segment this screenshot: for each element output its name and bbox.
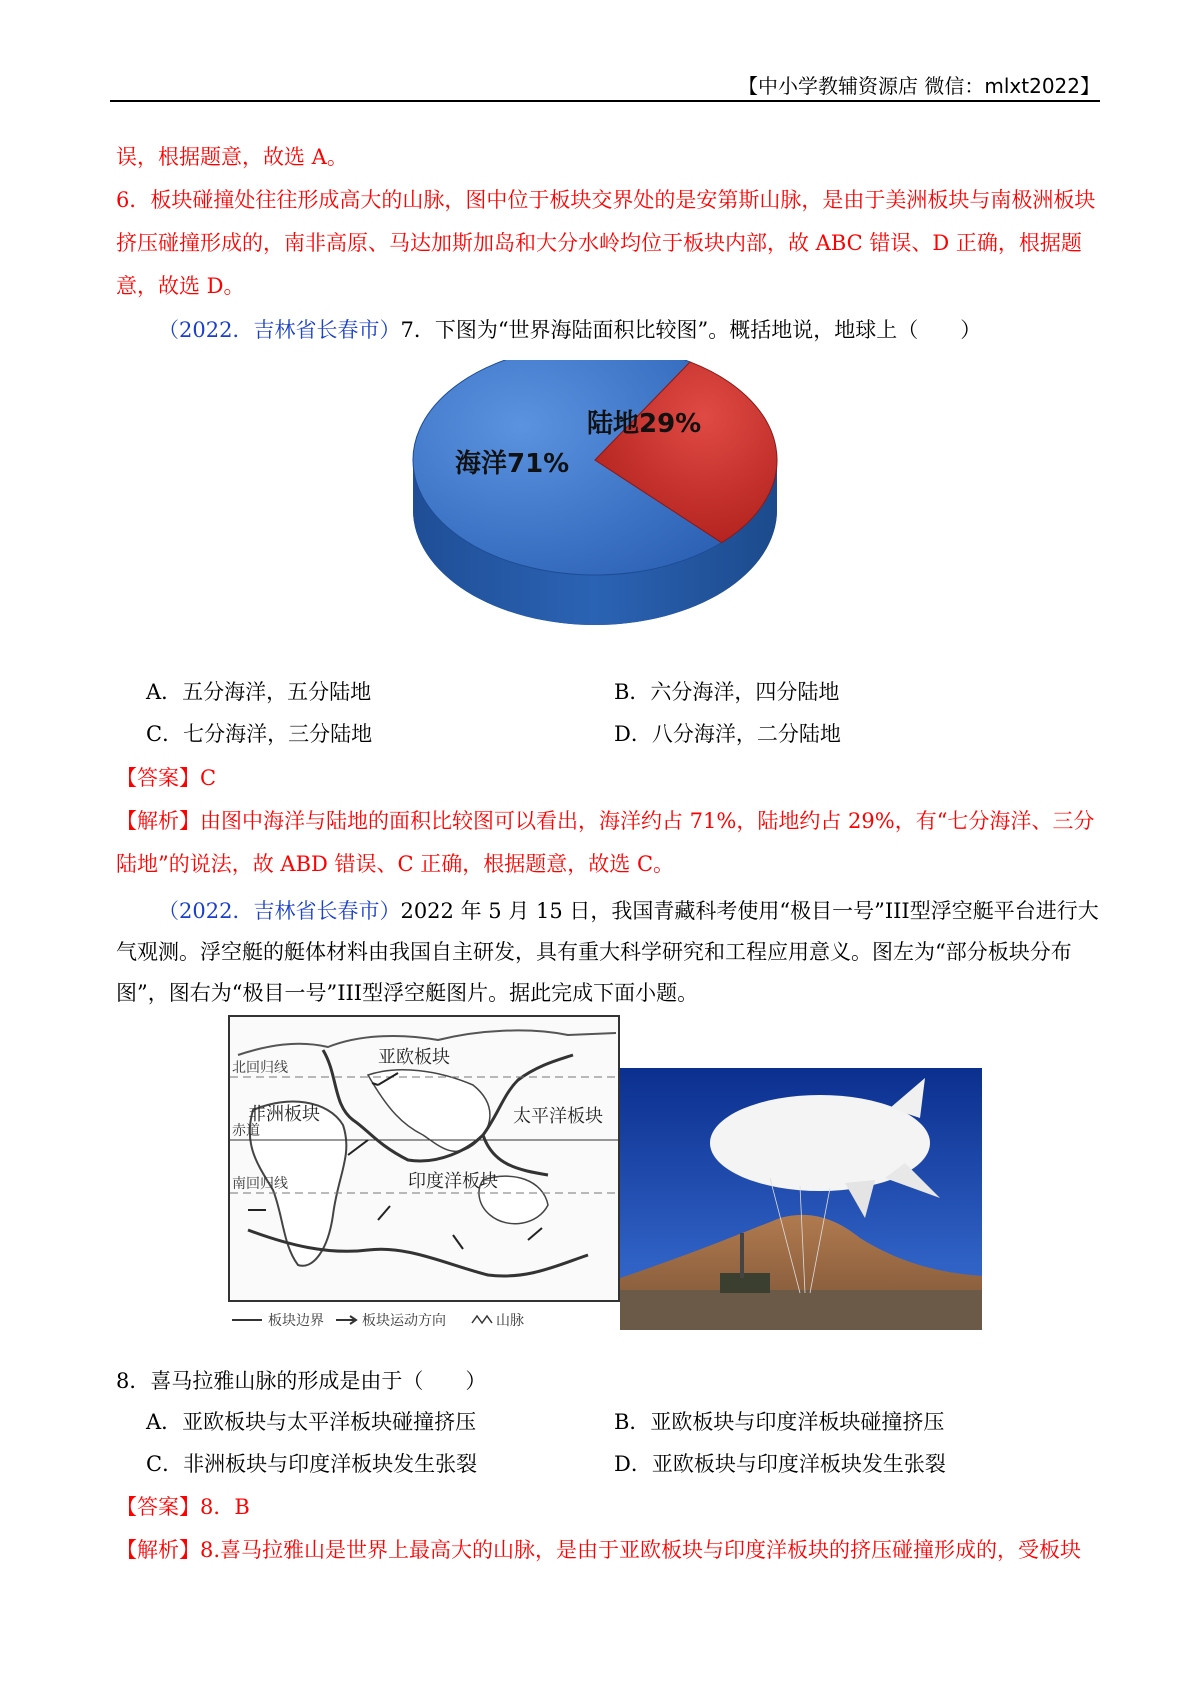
map-label-indian-plate: 印度洋板块 — [408, 1171, 498, 1192]
q7-answer-value: C — [200, 766, 217, 790]
q8-expl-text: 8.喜马拉雅山是世界上最高大的山脉，是由于亚欧板块与印度洋板块的挤压碰撞形成的，受板块 — [200, 1538, 1082, 1562]
q7-answer-tag: 【答案】 — [116, 766, 200, 790]
map-legend-mountain: 山脉 — [496, 1313, 524, 1329]
map-legend-motion: 板块运动方向 — [362, 1313, 446, 1329]
airship-mast — [740, 1233, 744, 1278]
map-label-pacific-plate: 太平洋板块 — [513, 1106, 603, 1127]
map-label-eurasian-plate: 亚欧板块 — [378, 1047, 450, 1068]
map-label-tropic-capricorn: 南回归线 — [232, 1176, 288, 1192]
airship-ground — [620, 1290, 982, 1330]
q7-option-b[interactable]: B．六分海洋，四分陆地 — [614, 680, 840, 704]
q7-expl-text: 由图中海洋与陆地的面积比较图可以看出，海洋约占 71%，陆地约占 29%，有“七分海洋、三分陆地”的说法，故 ABD 错误、C 正确，根据题意，故选 C。 — [116, 809, 1095, 876]
q8-answer — [116, 1486, 1100, 1529]
plate-distribution-map — [228, 1015, 620, 1335]
q8-option-a[interactable]: A．亚欧板块与太平洋板块碰撞挤压 — [146, 1410, 477, 1434]
q7-option-d[interactable]: D．八分海洋，二分陆地 — [614, 722, 841, 746]
q7-stem: 7．下图为“世界海陆面积比较图”。概括地说，地球上（ ） — [400, 318, 982, 342]
map-legend-boundary: 板块边界 — [268, 1313, 324, 1329]
q7-expl-tag: 【解析】 — [116, 809, 200, 833]
q7-option-c[interactable]: C．七分海洋，三分陆地 — [146, 722, 373, 746]
q7-source: （2022．吉林省长春市） — [158, 318, 401, 342]
sea-land-pie-chart — [405, 360, 805, 660]
q8-option-b[interactable]: B．亚欧板块与印度洋板块碰撞挤压 — [614, 1410, 945, 1434]
pie-label-land: 陆地29% — [587, 409, 702, 439]
q8-answer-value: 8．B — [200, 1495, 250, 1519]
q8-option-c[interactable]: C．非洲板块与印度洋板块发生张裂 — [146, 1452, 478, 1476]
q8-stem: 8．喜马拉雅山脉的形成是由于（ ） — [116, 1369, 487, 1393]
q7-question — [116, 309, 1100, 352]
q8-source: （2022．吉林省长春市） — [158, 899, 401, 923]
prev-explanation-end: 误，根据题意，故选 A。 — [116, 145, 348, 169]
q8-option-d[interactable]: D．亚欧板块与印度洋板块发生张裂 — [614, 1452, 946, 1476]
q6-explanation: 6．板块碰撞处往往形成高大的山脉，图中位于板块交界处的是安第斯山脉，是由于美洲板块与南极洲板块挤压碰撞形成的，南非高原、马达加斯加岛和大分水岭均位于板块内部，故 ABC 错误、D 正确，根据题意，故选 D。 — [116, 188, 1096, 298]
q7-option-a[interactable]: A．五分海洋，五分陆地 — [146, 680, 372, 704]
q8-intro-text: 2022 年 5 月 15 日，我国青藏科考使用“极目一号”III型浮空艇平台进行大气观测。浮空艇的艇体材料由我国自主研发，具有重大科学研究和工程应用意义。图左为“部分板块分布图”，图右为“极目一号”III型浮空艇图片。据此完成下面小题。 — [116, 899, 1099, 1005]
header-rule — [110, 100, 1100, 102]
q8-answer-tag: 【答案】 — [116, 1495, 200, 1519]
page-header: 【中小学教辅资源店 微信：mlxt2022】 — [738, 74, 1100, 98]
q7-explanation — [116, 800, 1100, 886]
map-label-tropic-cancer: 北回归线 — [232, 1060, 288, 1076]
pie-label-ocean: 海洋71% — [455, 449, 570, 479]
q8-expl-tag: 【解析】 — [116, 1538, 200, 1562]
q8-intro — [116, 891, 1100, 1014]
airship-photo — [620, 1068, 982, 1330]
map-label-african-plate: 非洲板块 — [248, 1104, 320, 1125]
q7-answer — [116, 757, 1100, 800]
q8-explanation — [116, 1529, 1100, 1572]
airship-ground-station — [720, 1273, 770, 1293]
map-label-equator: 赤道 — [232, 1123, 260, 1139]
